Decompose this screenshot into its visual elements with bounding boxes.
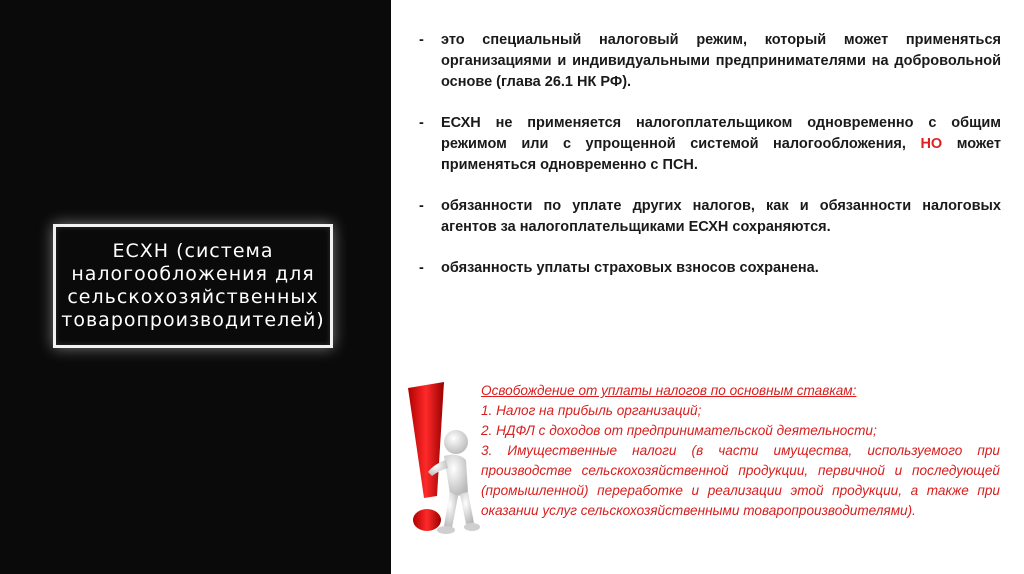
bullet-item bbox=[419, 196, 1001, 238]
bullet-list bbox=[419, 30, 1001, 299]
note-item: 1. Налог на прибыль организаций; bbox=[481, 403, 702, 418]
note-item: 3. Имущественные налоги (в части имущества, используемого при производстве сельскохозяйственной продукции, первичной и последующей (промышленной) переработке и реализации этой продукции, а также при оказании услуг сельскохозяйственными товаропроизводителями). bbox=[481, 443, 1000, 518]
bullet-item bbox=[419, 258, 1001, 279]
bullet-dash: - bbox=[419, 260, 424, 276]
left-panel bbox=[0, 0, 391, 574]
bullet-dash: - bbox=[419, 32, 424, 48]
exclamation-figure-icon bbox=[404, 380, 480, 540]
title-box bbox=[53, 224, 333, 348]
bullet-text-part: может применяться одновременно с ПСН. bbox=[441, 136, 1001, 173]
bullet-text: обязанность уплаты страховых взносов сохранена. bbox=[441, 260, 819, 276]
bullet-item bbox=[419, 30, 1001, 93]
note-item: 2. НДФЛ с доходов от предпринимательской деятельности; bbox=[481, 423, 877, 438]
exemption-note bbox=[481, 381, 1000, 521]
bullet-text: обязанности по уплате других налогов, как и обязанности налоговых агентов за налогоплательщиками ЕСХН сохраняются. bbox=[441, 198, 1001, 235]
bullet-text-part: ЕСХН не применяется налогоплательщиком одновременно с общим режимом или с упрощенной системой налогообложения, bbox=[441, 115, 1001, 152]
bullet-dash: - bbox=[419, 198, 424, 214]
note-heading: Освобождение от уплаты налогов по основным ставкам: bbox=[481, 383, 857, 398]
slide-title: ЕСХН (система налогообложения для сельскохозяйственных товаропроизводителей) bbox=[61, 240, 325, 331]
bullet-text: это специальный налоговый режим, который может применяться организациями и индивидуальными предпринимателями на добровольной основе (глава 26.1 НК РФ). bbox=[441, 32, 1001, 90]
bullet-text bbox=[441, 113, 1001, 176]
highlight-but: НО bbox=[920, 136, 943, 152]
bullet-dash: - bbox=[419, 115, 424, 131]
bullet-item bbox=[419, 113, 1001, 176]
